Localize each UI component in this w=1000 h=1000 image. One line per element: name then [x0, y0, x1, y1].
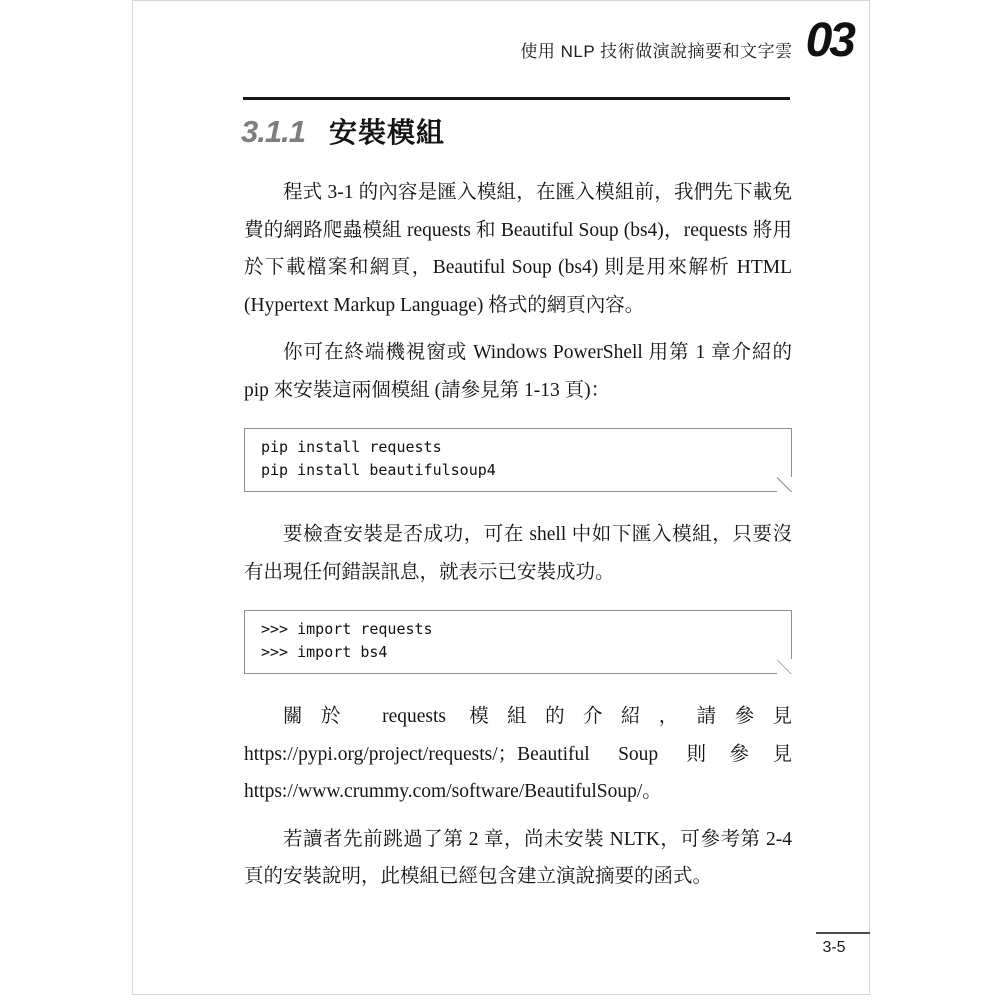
code-block-import: [244, 610, 792, 674]
code-corner-fold: [777, 477, 792, 492]
code-line: pip install requests: [261, 438, 442, 456]
section-title: 安裝模組: [328, 117, 445, 148]
page-number: 3-5: [822, 939, 846, 956]
paragraph-nltk-note: 若讀者先前跳過了第 2 章，尚未安裝 NLTK，可參考第 2-4 頁的安裝說明，此模組已經包含建立演說摘要的函式。: [244, 828, 792, 887]
code-line: pip install beautifulsoup4: [261, 461, 496, 479]
paragraph-pip-instructions: 你可在終端機視窗或 Windows PowerShell 用第 1 章介紹的 pip 來安裝這兩個模組 (請參見第 1-13 頁)：: [244, 342, 792, 401]
code-line: >>> import bs4: [261, 643, 388, 661]
paragraph-check-install: 要檢查安裝是否成功，可在 shell 中如下匯入模組，只要沒有出現任何錯誤訊息，就表示已安裝成功。: [244, 524, 792, 583]
paragraph-intro-modules: 程式 3-1 的內容是匯入模組，在匯入模組前，我們先下載免費的網路爬蟲模組 requests 和 Beautiful Soup (bs4)，requests 將用於下載檔案和網頁，Beautiful Soup (bs4) 則是用來解析 HTML (Hypertext Markup Language) 格式的網頁內容。: [244, 182, 792, 316]
code-corner-fold: [777, 659, 792, 674]
footer-rule: [816, 932, 870, 934]
section-number: 3.1.1: [241, 114, 305, 149]
book-page: [132, 0, 870, 995]
code-block-pip-install: [244, 428, 792, 492]
paragraph-module-references: 關於 requests 模組的介紹，請參見 https://pypi.org/project/requests/；Beautiful Soup 則參見 https://www.crummy.com/software/BeautifulSoup/。: [244, 706, 792, 802]
chapter-number: 03: [805, 14, 853, 67]
code-line: >>> import requests: [261, 620, 433, 638]
chapter-title: 使用 NLP 技術做演說摘要和文字雲: [520, 41, 793, 61]
section-heading: [241, 111, 445, 151]
section-heading-rule: [243, 97, 790, 100]
running-header: [520, 14, 859, 67]
body-content: [244, 174, 792, 906]
